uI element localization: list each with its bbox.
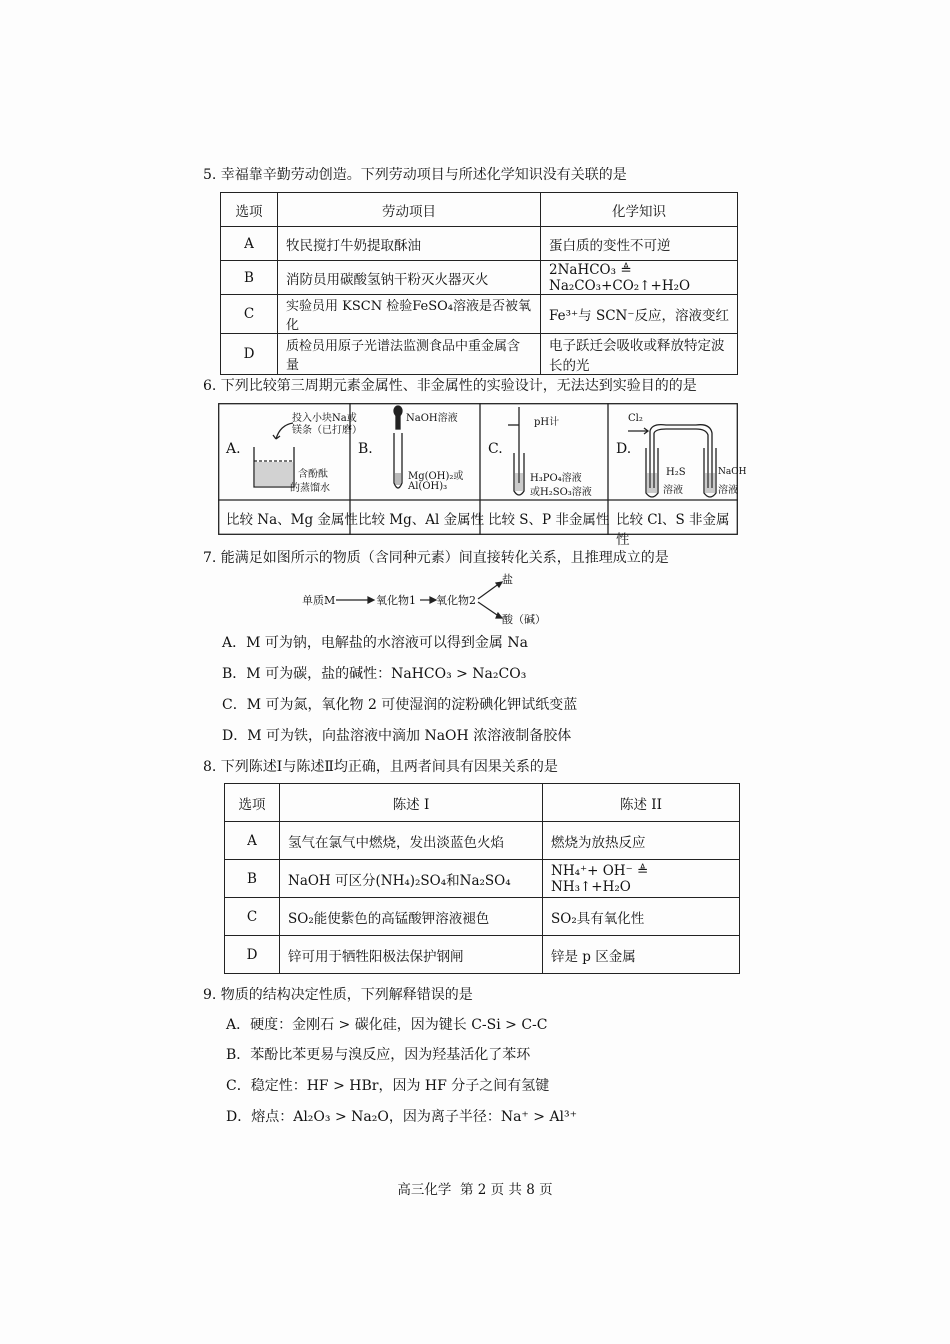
table-row [225, 898, 740, 936]
q8-header-s1: 陈述 I [280, 784, 543, 822]
table-row [225, 860, 740, 898]
panel-a-label2: 镁条（已打磨） [292, 425, 362, 436]
row-item: 消防员用碳酸氢钠干粉灭火器灭火 [278, 261, 541, 295]
table-row [221, 227, 738, 261]
q7-option-a: A．M 可为钠，电解盐的水溶液可以得到金属 Na [222, 635, 528, 651]
panel-a-label4: 的蒸馏水 [290, 483, 330, 494]
table-row [221, 334, 738, 375]
diagram-node-m: 单质M [302, 594, 336, 607]
q7-option-c: C．M 可为氮，氧化物 2 可使湿润的淀粉碘化钾试纸变蓝 [222, 697, 578, 713]
row-statement1: 锌可用于牺牲阳极法保护钢闸 [280, 936, 543, 974]
table-row [225, 822, 740, 860]
row-option: A [221, 227, 278, 261]
q7-option-b: B．M 可为碳，盐的碱性：NaHCO₃ > Na₂CO₃ [222, 666, 527, 682]
row-statement2: SO₂具有氧化性 [543, 898, 740, 936]
row-knowledge: 2NaHCO₃ ≜ Na₂CO₃+CO₂↑+H₂O [541, 261, 738, 295]
table-row [225, 936, 740, 974]
panel-b-label3: Al(OH)₃ [408, 481, 448, 492]
q8-table [224, 783, 740, 974]
q7-option-d: D．M 可为铁，向盐溶液中滴加 NaOH 浓溶液制备胶体 [222, 728, 572, 744]
panel-d-label2: H₂S [666, 467, 686, 478]
row-option: C [221, 295, 278, 334]
panel-b-label2: Mg(OH)₂或 [408, 471, 464, 482]
panel-d-label5: 溶液 [718, 485, 738, 496]
panel-c-caption: 比较 S、P 非金属性 [488, 512, 610, 528]
panel-d-letter: D. [616, 441, 632, 457]
panel-d-label1: Cl₂ [628, 413, 643, 424]
q7-conversion-diagram [302, 573, 546, 626]
row-statement2: 燃烧为放热反应 [543, 822, 740, 860]
panel-c-label3: 或H₂SO₃溶液 [530, 487, 592, 498]
q6-apparatus-table [218, 403, 747, 548]
q5-stem: 5. 幸福靠辛勤劳动创造。下列劳动项目与所述化学知识没有关联的是 [203, 167, 627, 183]
panel-b-letter: B. [358, 441, 373, 457]
q9-option-c: C．稳定性：HF > HBr，因为 HF 分子之间有氢键 [226, 1078, 550, 1094]
q8-header-option: 选项 [225, 784, 280, 822]
panel-c-label1: pH计 [534, 417, 560, 428]
diagram-node-oxide1: 氧化物1 [376, 594, 416, 607]
row-item: 实验员用 KSCN 检验FeSO₄溶液是否被氧化 [278, 295, 541, 334]
panel-d-label4: NaOH [718, 467, 747, 477]
panel-a-caption: 比较 Na、Mg 金属性 [226, 512, 358, 528]
panel-b-label1: NaOH溶液 [406, 413, 458, 424]
row-option: A [225, 822, 280, 860]
q5-table [220, 192, 738, 375]
panel-a-label3: 含酚酞 [298, 469, 328, 480]
panel-d-label3: 溶液 [663, 485, 683, 496]
q9-stem: 9. 物质的结构决定性质，下列解释错误的是 [203, 987, 473, 1003]
q5-header-item: 劳动项目 [278, 193, 541, 227]
row-statement2: NH₄⁺+ OH⁻ ≜ NH₃↑+H₂O [543, 860, 740, 898]
q6-stem: 6. 下列比较第三周期元素金属性、非金属性的实验设计，无法达到实验目的的是 [203, 378, 697, 394]
row-statement1: SO₂能使紫色的高锰酸钾溶液褪色 [280, 898, 543, 936]
row-knowledge: 电子跃迁会吸收或释放特定波长的光 [541, 334, 738, 375]
row-knowledge: 蛋白质的变性不可逆 [541, 227, 738, 261]
row-option: B [225, 860, 280, 898]
row-option: B [221, 261, 278, 295]
row-item: 牧民搅打牛奶提取酥油 [278, 227, 541, 261]
panel-b-caption: 比较 Mg、Al 金属性 [358, 512, 485, 528]
table-row [221, 261, 738, 295]
q9-option-d: D．熔点：Al₂O₃ > Na₂O，因为离子半径：Na⁺ > Al³⁺ [226, 1109, 578, 1125]
panel-a-letter: A. [226, 441, 241, 457]
row-option: C [225, 898, 280, 936]
row-knowledge: Fe³⁺与 SCN⁻反应，溶液变红 [541, 295, 738, 334]
row-option: D [225, 936, 280, 974]
row-statement1: 氢气在氯气中燃烧，发出淡蓝色火焰 [280, 822, 543, 860]
table-row [221, 295, 738, 334]
diagram-node-salt: 盐 [502, 573, 513, 586]
diagram-node-acid-base: 酸（碱） [502, 613, 546, 626]
page-footer: 高三化学 第 2 页 共 8 页 [397, 1182, 553, 1198]
q8-header-s2: 陈述 II [543, 784, 740, 822]
row-option: D [221, 334, 278, 375]
q8-stem: 8. 下列陈述Ⅰ与陈述Ⅱ均正确，且两者间具有因果关系的是 [203, 759, 558, 775]
diagram-node-oxide2: 氧化物2 [436, 594, 476, 607]
q9-option-b: B．苯酚比苯更易与溴反应，因为羟基活化了苯环 [226, 1047, 531, 1063]
q9-option-a: A．硬度：金刚石 > 碳化硅，因为键长 C-Si > C-C [226, 1017, 548, 1033]
row-statement1: NaOH 可区分(NH₄)₂SO₄和Na₂SO₄ [280, 860, 543, 898]
panel-c-letter: C. [488, 441, 503, 457]
panel-a-label1: 投入小块Na或 [292, 413, 357, 424]
q5-header-option: 选项 [221, 193, 278, 227]
row-item: 质检员用原子光谱法监测食品中重金属含量 [278, 334, 541, 375]
panel-d-caption: 比较 Cl、S 非金属性 [616, 512, 730, 548]
row-statement2: 锌是 p 区金属 [543, 936, 740, 974]
panel-c-label2: H₃PO₄溶液 [530, 473, 582, 484]
q5-header-knowledge: 化学知识 [541, 193, 738, 227]
q7-stem: 7. 能满足如图所示的物质（含同种元素）间直接转化关系，且推理成立的是 [203, 550, 669, 566]
